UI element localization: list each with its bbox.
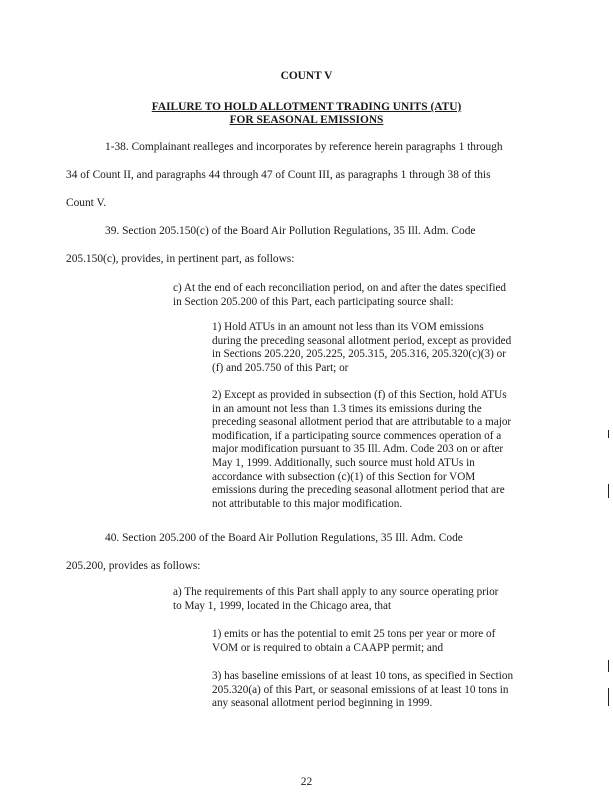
quote-39-item2-line2: in an amount not less than 1.3 times its emissions during the — [212, 402, 482, 415]
quote-39-c-line1: c) At the end of each reconciliation period, on and after the dates specified — [173, 282, 506, 294]
quote-40-item-1 — [212, 628, 495, 655]
scan-margin-mark — [608, 660, 609, 672]
quote-40-item3-line3: any seasonal allotment period beginning in 1999. — [212, 697, 433, 710]
quote-40-a-line2: to May 1, 1999, located in the Chicago area, that — [173, 599, 392, 612]
quote-39-item-1 — [212, 321, 511, 375]
quote-39-item1-line2: during the preceding seasonal allotment period, except as provided — [212, 334, 512, 347]
quote-40-item1-line2: VOM or is required to obtain a CAAPP permit; and — [212, 641, 444, 654]
scan-margin-mark — [608, 430, 609, 438]
quote-40-item3-line2: 205.320(a) of this Part, or seasonal emissions of at least 10 tons in — [212, 683, 509, 696]
paragraph-1-38-line1: 1-38. Complainant realleges and incorporates by reference herein paragraphs 1 through — [105, 141, 503, 153]
quote-39-item2-line8: emissions during the preceding seasonal allotment period that are — [212, 484, 505, 497]
paragraph-1-38-line2: 34 of Count II, and paragraphs 44 through 47 of Count III, as paragraphs 1 through 38 of this — [66, 169, 491, 181]
quote-39-item2-line1: 2) Except as provided in subsection (f) of this Section, hold ATUs — [212, 389, 507, 401]
quote-40-a-line1: a) The requirements of this Part shall apply to any source operating prior — [173, 586, 499, 598]
quote-39-item1-line4: (f) and 205.750 of this Part; or — [212, 361, 349, 374]
count-subtitle-line1: FAILURE TO HOLD ALLOTMENT TRADING UNITS (ATU) — [151, 101, 462, 113]
scan-margin-mark — [608, 688, 609, 706]
page-number: 22 — [300, 776, 313, 788]
quote-39-subsection-c — [173, 282, 506, 309]
count-heading: COUNT V — [280, 70, 333, 82]
quote-39-item2-line6: May 1, 1999. Additionally, such source must hold ATUs in — [212, 456, 475, 469]
quote-39-item1-line1: 1) Hold ATUs in an amount not less than its VOM emissions — [212, 321, 484, 333]
quote-39-item-2 — [212, 389, 511, 511]
paragraph-40-line2: 205.200, provides as follows: — [66, 560, 201, 572]
paragraph-1-38-line3: Count V. — [66, 197, 107, 209]
quote-39-item2-line3: preceding seasonal allotment period that are attributable to a major — [212, 416, 512, 429]
paragraph-39-line2: 205.150(c), provides, in pertinent part, as follows: — [66, 253, 295, 265]
paragraph-39-line1: 39. Section 205.150(c) of the Board Air Pollution Regulations, 35 Ill. Adm. Code — [105, 225, 476, 237]
quote-39-item2-line9: not attributable to this major modification. — [212, 497, 403, 510]
quote-40-item-3 — [212, 670, 513, 711]
paragraph-40-line1: 40. Section 205.200 of the Board Air Pollution Regulations, 35 Ill. Adm. Code — [105, 532, 463, 544]
scan-margin-mark — [608, 484, 609, 498]
quote-40-subsection-a — [173, 586, 498, 613]
count-subtitle-line2: FOR SEASONAL EMISSIONS — [229, 114, 384, 126]
quote-40-item3-line1: 3) has baseline emissions of at least 10 tons, as specified in Section — [212, 670, 514, 682]
quote-39-item2-line4: modification, if a participating source commences operation of a — [212, 429, 502, 442]
quote-39-c-line2: in Section 205.200 of this Part, each participating source shall: — [173, 295, 454, 308]
quote-39-item2-line5: major modification pursuant to 35 Ill. Adm. Code 203 on or after — [212, 443, 504, 456]
quote-39-item1-line3: in Sections 205.220, 205.225, 205.315, 205.316, 205.320(c)(3) or — [212, 348, 506, 361]
quote-40-item1-line1: 1) emits or has the potential to emit 25 tons per year or more of — [212, 628, 496, 640]
quote-39-item2-line7: accordance with subsection (c)(1) of this Section for VOM — [212, 470, 476, 483]
